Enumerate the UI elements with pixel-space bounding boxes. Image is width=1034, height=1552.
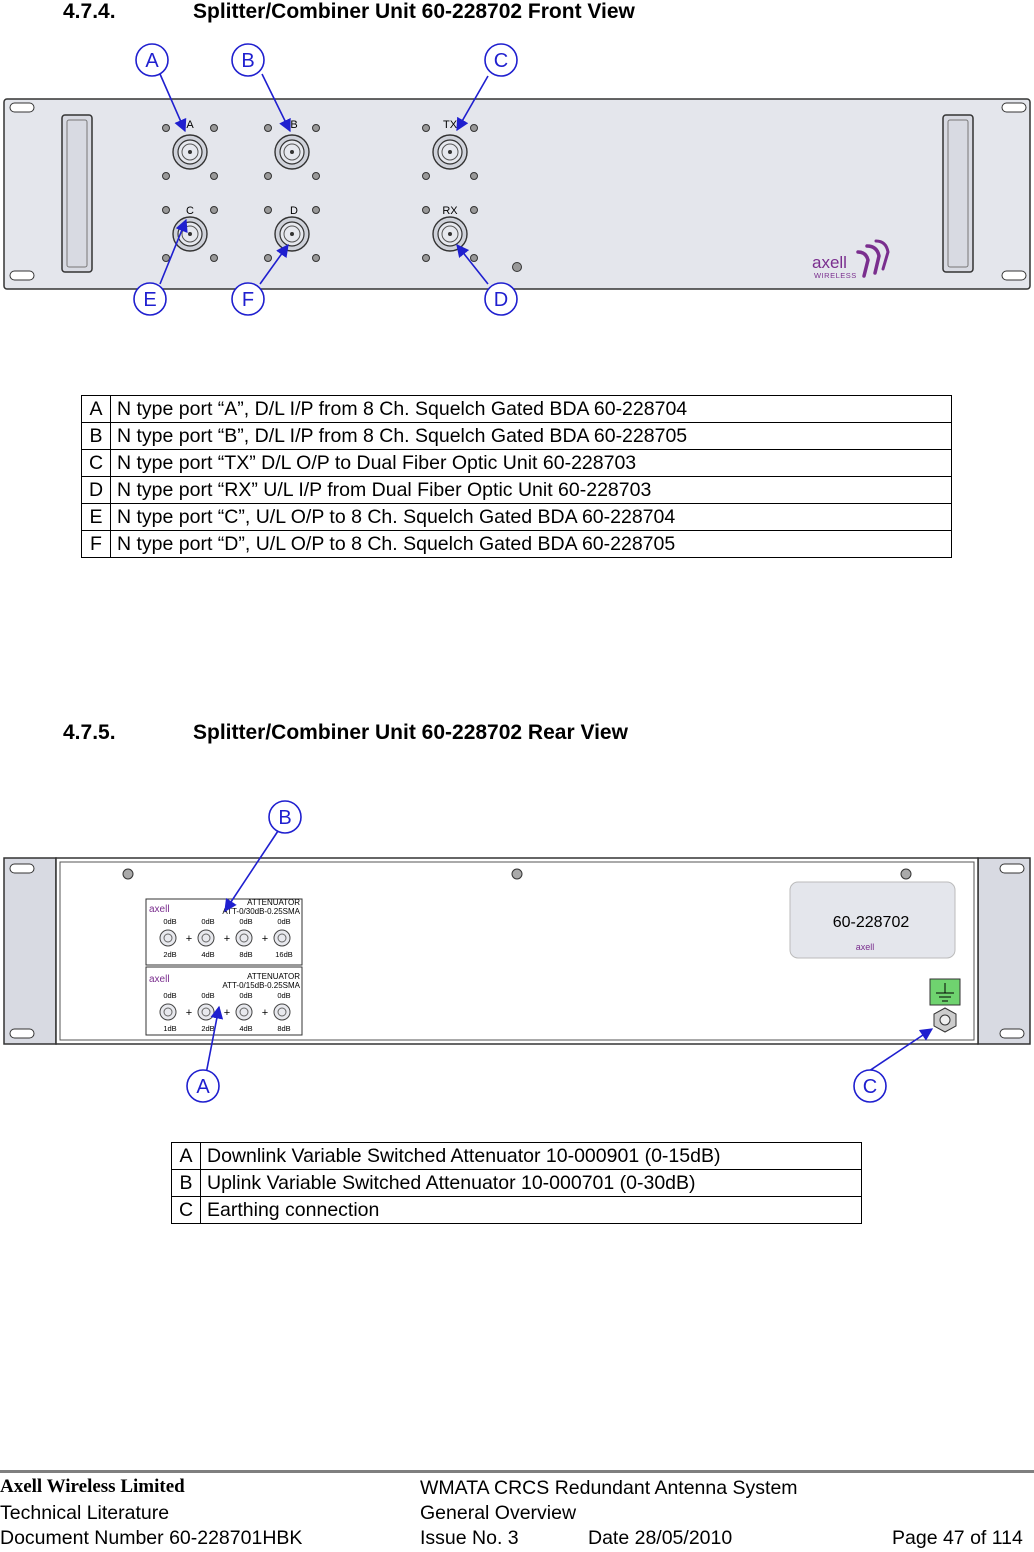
table-row: C N type port “TX” D/L O/P to Dual Fiber Optic Unit 60-228703	[82, 450, 952, 477]
svg-text:0dB: 0dB	[277, 917, 291, 926]
svg-text:0dB: 0dB	[239, 991, 253, 1000]
front-heading	[63, 0, 963, 26]
rear-heading-number: 4.7.5.	[63, 721, 116, 744]
svg-text:+: +	[261, 1007, 269, 1019]
svg-text:ATTENUATOR: ATTENUATOR	[247, 898, 300, 907]
svg-text:+: +	[185, 933, 193, 945]
front-heading-number: 4.7.4.	[63, 0, 116, 23]
svg-text:+: +	[261, 933, 269, 945]
svg-text:0dB: 0dB	[239, 917, 253, 926]
rear-screw-1	[123, 869, 133, 879]
table-row: F N type port “D”, U/L O/P to 8 Ch. Squelch Gated BDA 60-228705	[82, 531, 952, 558]
callout-e-front-label: E	[143, 289, 157, 311]
footer-doc-number: Document Number 60-228701HBK	[0, 1527, 303, 1549]
callout-b-front-label: B	[241, 50, 255, 72]
front-panel	[4, 99, 1030, 289]
svg-text:0dB: 0dB	[201, 991, 215, 1000]
port-label-rx: RX	[442, 205, 458, 217]
table-row: B N type port “B”, D/L I/P from 8 Ch. Squelch Gated BDA 60-228705	[82, 423, 952, 450]
callout-a-rear-label: A	[196, 1076, 210, 1098]
front-view-diagram	[0, 40, 1034, 350]
port-label-c: C	[186, 205, 194, 217]
rear-screw-2	[512, 869, 522, 879]
svg-text:2dB: 2dB	[163, 950, 177, 959]
model-label-plate	[790, 882, 955, 958]
svg-text:0dB: 0dB	[163, 917, 177, 926]
callout-c-front-label: C	[493, 50, 509, 72]
attenuator-module-uplink	[146, 898, 302, 965]
port-label-tx: TX	[442, 119, 458, 131]
front-mount-slot-bl	[10, 271, 34, 280]
port-label-b: B	[290, 119, 298, 131]
footer-company: Axell Wireless Limited	[0, 1476, 185, 1497]
svg-text:1dB: 1dB	[163, 1024, 177, 1033]
svg-text:8dB: 8dB	[277, 1024, 291, 1033]
footer-literature: Technical Literature	[0, 1502, 170, 1524]
svg-text:axell: axell	[149, 974, 170, 985]
front-mount-slot-br	[1002, 271, 1026, 280]
svg-text:ATT-0/15dB-0.25SMA: ATT-0/15dB-0.25SMA	[222, 981, 300, 990]
svg-text:4dB: 4dB	[239, 1024, 253, 1033]
rear-legend-table	[171, 1142, 862, 1224]
rear-ear-left	[4, 858, 56, 1044]
svg-text:+: +	[223, 1007, 231, 1019]
svg-text:0dB: 0dB	[201, 917, 215, 926]
rear-ear-right	[978, 858, 1030, 1044]
callout-f-front-label: F	[241, 289, 255, 311]
earth-symbol-icon	[930, 979, 960, 1005]
svg-text:ATT-0/30dB-0.25SMA: ATT-0/30dB-0.25SMA	[222, 907, 300, 916]
svg-text:ATTENUATOR: ATTENUATOR	[247, 972, 300, 981]
svg-text:8dB: 8dB	[239, 950, 253, 959]
table-row: A N type port “A”, D/L I/P from 8 Ch. Squelch Gated BDA 60-228704	[82, 396, 952, 423]
svg-text:+: +	[185, 1007, 193, 1019]
footer-issue: Issue No. 3	[420, 1527, 519, 1549]
svg-text:WIRELESS: WIRELESS	[814, 271, 857, 280]
callout-d-front-label: D	[493, 289, 509, 311]
callout-c-rear-label: C	[862, 1076, 878, 1098]
callout-a-front-label: A	[145, 50, 159, 72]
footer-divider	[0, 1470, 1034, 1473]
svg-text:16dB: 16dB	[275, 950, 293, 959]
table-row: C Earthing connection	[172, 1197, 862, 1224]
port-label-d: D	[290, 205, 298, 217]
footer-page: Page 47 of 114	[892, 1527, 1023, 1549]
svg-text:0dB: 0dB	[163, 991, 177, 1000]
rear-screw-3	[901, 869, 911, 879]
front-legend-table	[81, 395, 952, 558]
front-mount-slot-tr	[1002, 103, 1026, 112]
callout-b-rear-label: B	[278, 807, 292, 829]
table-row: B Uplink Variable Switched Attenuator 10-000701 (0-30dB)	[172, 1170, 862, 1197]
svg-text:axell: axell	[855, 942, 875, 952]
table-row: E N type port “C”, U/L O/P to 8 Ch. Squelch Gated BDA 60-228704	[82, 504, 952, 531]
svg-text:axell: axell	[812, 253, 847, 272]
front-heading-title: Splitter/Combiner Unit 60-228702 Front View	[193, 0, 635, 23]
table-row: D N type port “RX” U/L I/P from Dual Fiber Optic Unit 60-228703	[82, 477, 952, 504]
front-screw	[513, 263, 522, 272]
table-row: A Downlink Variable Switched Attenuator 10-000901 (0-15dB)	[172, 1143, 862, 1170]
footer-system: WMATA CRCS Redundant Antenna System	[420, 1477, 798, 1499]
rear-heading-title: Splitter/Combiner Unit 60-228702 Rear View	[193, 721, 628, 744]
rear-view-diagram	[0, 795, 1034, 1115]
svg-text:4dB: 4dB	[201, 950, 215, 959]
svg-text:0dB: 0dB	[277, 991, 291, 1000]
svg-text:+: +	[223, 933, 231, 945]
rear-heading	[63, 721, 963, 747]
svg-text:axell: axell	[149, 904, 170, 915]
svg-text:60-228702: 60-228702	[832, 914, 910, 931]
port-label-a: A	[186, 119, 194, 131]
footer-date: Date 28/05/2010	[588, 1527, 733, 1549]
svg-text:2dB: 2dB	[201, 1024, 215, 1033]
page-footer	[0, 1470, 1034, 1552]
attenuator-module-downlink	[146, 967, 302, 1035]
footer-overview: General Overview	[420, 1502, 577, 1524]
front-mount-slot-tl	[10, 103, 34, 112]
